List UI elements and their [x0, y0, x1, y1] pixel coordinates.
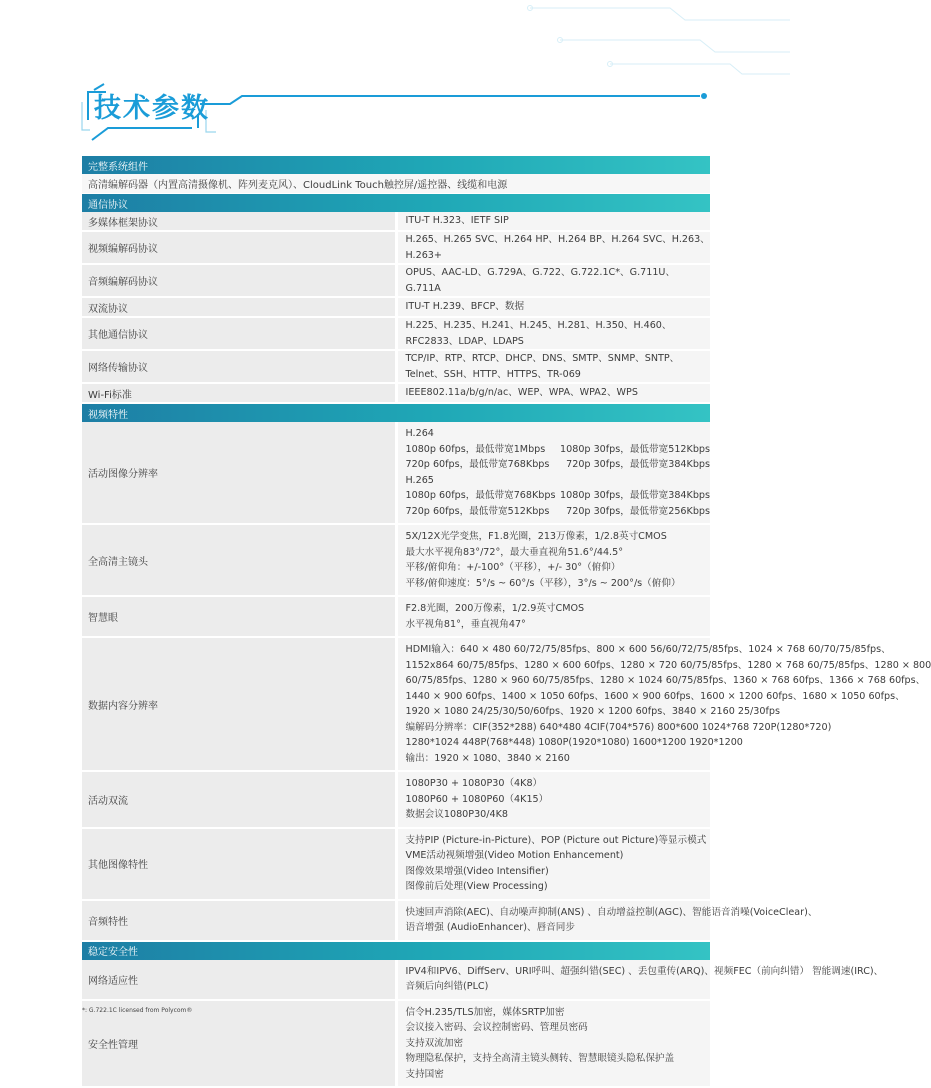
value-line: 音频后向纠错(PLC) — [405, 981, 489, 992]
row-value: ITU-T H.239、BFCP、数据 — [396, 297, 710, 317]
value-line: 语音增强 (AudioEnhancer)、唇音同步 — [405, 922, 575, 933]
resolution-pair — [406, 457, 711, 473]
value-line: 支持国密 — [405, 1068, 444, 1080]
table-row-active-resolution — [82, 422, 710, 524]
circuit-decoration-top — [520, 0, 790, 80]
value-line: 信令H.235/TLS加密，媒体SRTP加密 — [405, 1006, 565, 1018]
value-line: IPV4和IPV6、DiffServ、URI呼叫、超强纠错(SEC) 、丢包重传(ARQ)、视频FEC（前向纠错） 智能调速(IRC)、 — [405, 965, 884, 977]
table-row-audio — [82, 900, 710, 941]
section-header-protocols — [82, 194, 710, 213]
table-row — [82, 264, 710, 297]
section-title: 稳定安全性 — [82, 941, 710, 960]
row-label: Wi-Fi标准 — [82, 383, 396, 403]
row-label: 音频编解码协议 — [82, 264, 396, 297]
value-line: 平移/俯仰角：+/-100°（平移），+/- 30°（俯仰） — [405, 562, 621, 573]
row-label: 网络传输协议 — [82, 350, 396, 383]
value-line: 数据会议1080P30/4K8 — [405, 809, 509, 820]
value-line: F2.8光圈，200万像素，1/2.9英寸CMOS — [405, 603, 585, 614]
resolution-text: 720p 60fps，最低带宽768Kbps — [405, 459, 550, 470]
components-row — [82, 174, 710, 194]
value-line: 1920 × 1080 24/25/30/50/60fps、1920 × 1200 60fps、3840 × 2160 25/30fps — [405, 706, 780, 717]
table-row-other-image — [82, 828, 710, 900]
row-label: 多媒体框架协议 — [82, 212, 396, 231]
row-label: 活动双流 — [82, 771, 396, 828]
value-line: VME活动视频增强(Video Motion Enhancement) — [405, 850, 624, 861]
value-line: 1080P60 + 1080P60（4K15） — [405, 793, 549, 805]
row-value: ITU-T H.323、IETF SIP — [396, 212, 710, 231]
table-row — [82, 231, 710, 264]
value-line: 1280*1024 448P(768*448) 1080P(1920*1080) 1600*1200 1920*1200 — [405, 737, 743, 748]
row-value — [396, 900, 818, 941]
title-area — [80, 84, 710, 144]
page-title: 技术参数 — [94, 93, 210, 124]
value-line: 编解码分辨率：CIF(352*288) 640*480 4CIF(704*576) 800*600 1024*768 720P(1280*720) — [405, 721, 832, 733]
row-value: TCP/IP、RTP、RTCP、DHCP、DNS、SMTP、SNMP、SNTP、Telnet、SSH、HTTP、HTTPS、TR-069 — [396, 350, 710, 383]
codec-title: H.264 — [405, 428, 434, 439]
resolution-text: 1080p 30fps，最低带宽384Kbps — [560, 490, 710, 501]
row-label: 智慧眼 — [82, 596, 396, 637]
row-label: 视频编解码协议 — [82, 231, 396, 264]
value-line: 支持PIP (Picture-in-Picture)、POP (Picture out Picture)等显示模式 — [405, 834, 707, 846]
row-value — [396, 596, 710, 637]
table-row — [82, 212, 710, 231]
table-row-network — [82, 960, 710, 1000]
value-line: 最大水平视角83°/72°，最大垂直视角51.6°/44.5° — [405, 546, 624, 558]
resolution-text: 1080p 30fps，最低带宽512Kbps — [560, 443, 710, 455]
value-line: HDMI输入：640 × 480 60/72/75/85fps、800 × 600 56/60/72/75/85fps、1024 × 768 60/70/75/85fps、 — [405, 644, 891, 655]
section-title: 完整系统组件 — [82, 156, 710, 174]
row-value — [396, 1000, 710, 1088]
row-value: IEEE802.11a/b/g/n/ac、WEP、WPA、WPA2、WPS — [396, 383, 710, 403]
row-value — [396, 771, 710, 828]
table-row — [82, 317, 710, 350]
resolution-text: 720p 30fps，最低带宽256Kbps — [566, 505, 710, 517]
section-header-security — [82, 941, 710, 960]
components-text: 高清编解码器（内置高清摄像机、阵列麦克风）、CloudLink Touch触控屏/遥控器、线缆和电源 — [82, 174, 710, 194]
resolution-text: 720p 60fps，最低带宽512Kbps — [405, 505, 550, 517]
value-line: 图像前后处理(View Processing) — [405, 881, 548, 892]
row-value — [396, 524, 710, 596]
row-label: 双流协议 — [82, 297, 396, 317]
value-line: 60/75/85fps、1280 × 960 60/75/85fps、1280 × 1024 60/75/85fps、1360 × 768 60fps、1366 × 768 60fps、 — [405, 675, 926, 686]
resolution-text: 720p 30fps，最低带宽384Kbps — [566, 459, 710, 470]
value-line: 物理隐私保护，支持全高清主镜头侧转、智慧眼镜头隐私保护盖 — [405, 1053, 675, 1064]
value-line: 支持双流加密 — [405, 1037, 464, 1049]
row-label: 活动图像分辨率 — [82, 422, 396, 524]
value-line: 输出：1920 × 1080、3840 × 2160 — [405, 752, 570, 764]
resolution-pair — [406, 442, 711, 458]
resolution-pair — [406, 488, 711, 504]
row-label: 网络适应性 — [82, 960, 396, 1000]
row-label: 数据内容分辨率 — [82, 637, 396, 771]
row-value — [396, 637, 931, 771]
value-line: 图像效果增强(Video Intensifier) — [405, 865, 549, 877]
row-value: OPUS、AAC-LD、G.729A、G.722、G.722.1C*、G.711U、G.711A — [396, 264, 710, 297]
spec-table — [82, 156, 931, 1088]
table-row-dual-stream — [82, 771, 710, 828]
value-line: 1440 × 900 60fps、1400 × 1050 60fps、1600 × 900 60fps、1600 × 1200 60fps、1680 × 1050 60fps、 — [405, 690, 905, 702]
row-value: H.225、H.235、H.241、H.245、H.281、H.350、H.460、RFC2833、LDAP、LDAPS — [396, 317, 710, 350]
table-row — [82, 297, 710, 317]
table-row — [82, 350, 710, 383]
row-label: 音频特性 — [82, 900, 396, 941]
value-line: 1152x864 60/75/85fps、1280 × 600 60fps、1280 × 720 60/75/85fps、1280 × 768 60/75/85fps、1280 × 800 — [405, 659, 931, 671]
row-value — [396, 828, 710, 900]
table-row-smart-eye — [82, 596, 710, 637]
row-value: H.265、H.265 SVC、H.264 HP、H.264 BP、H.264 SVC、H.263、H.263+ — [396, 231, 710, 264]
table-row-main-camera — [82, 524, 710, 596]
section-title: 视频特性 — [82, 403, 710, 422]
row-label: 全高清主镜头 — [82, 524, 396, 596]
codec-title: H.265 — [405, 474, 434, 486]
resolution-text: 1080p 60fps，最低带宽768Kbps — [405, 490, 556, 501]
value-line: 平移/俯仰速度：5°/s ~ 60°/s（平移），3°/s ~ 200°/s（俯仰） — [405, 577, 681, 589]
value-line: 水平视角81°，垂直视角47° — [405, 618, 526, 630]
footnote: *: G.722.1C licensed from Polycom® — [82, 1007, 193, 1014]
value-line: 1080P30 + 1080P30（4K8） — [405, 778, 543, 789]
section-title: 通信协议 — [82, 194, 710, 213]
row-label: 其他通信协议 — [82, 317, 396, 350]
value-line: 会议接入密码、会议控制密码、管理员密码 — [405, 1022, 588, 1033]
value-line: 5X/12X光学变焦，F1.8光圈，213万像素，1/2.8英寸CMOS — [405, 531, 667, 542]
section-header-video — [82, 403, 710, 422]
table-row — [82, 383, 710, 403]
resolution-text: 1080p 60fps，最低带宽1Mbps — [405, 443, 546, 455]
resolution-pair — [406, 504, 711, 520]
value-line: 快速回声消除(AEC)、自动噪声抑制(ANS) 、自动增益控制(AGC)、智能语音消噪(VoiceClear)、 — [405, 906, 818, 918]
row-value — [396, 960, 884, 1000]
row-value — [396, 422, 710, 524]
row-label: 安全性管理 — [82, 1000, 396, 1088]
table-row-data-resolution — [82, 637, 710, 771]
row-label: 其他图像特性 — [82, 828, 396, 900]
section-header-components — [82, 156, 710, 174]
